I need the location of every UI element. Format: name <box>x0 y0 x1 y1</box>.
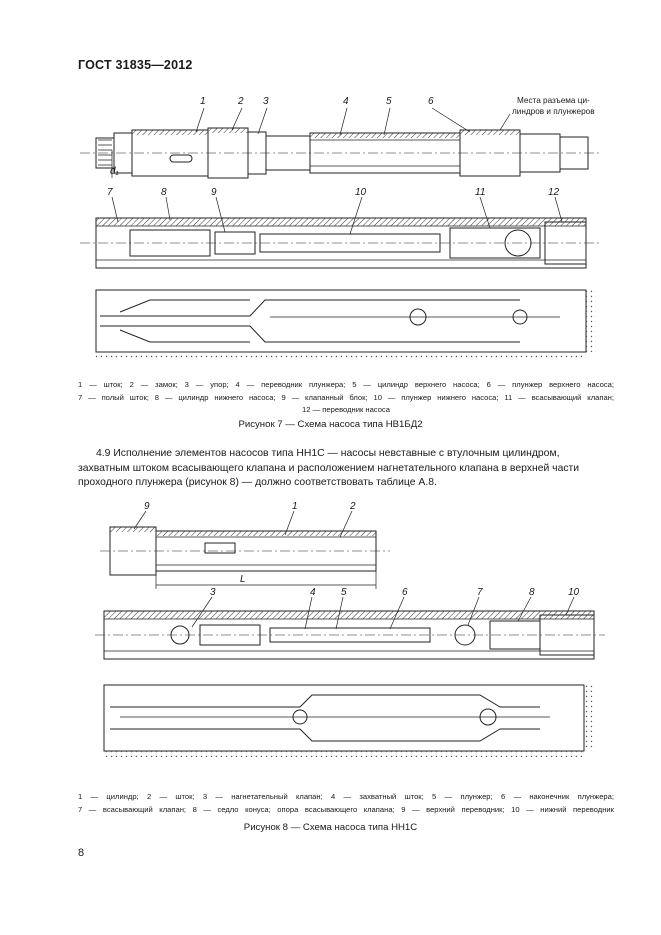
callout-7-1: 1 <box>200 96 206 107</box>
figure-7-legend-line: 12 — переводник насоса <box>302 405 390 414</box>
figure-7-legend <box>78 379 614 417</box>
callout-7-8: 8 <box>161 187 167 198</box>
callout-8-4: 4 <box>310 587 316 598</box>
callout-7-11: 11 <box>475 187 486 198</box>
figure-7-legend-line: 1 — шток; 2 — замок; 3 — упор; 4 — переводник плунжера; 5 — цилиндр верхнего насоса; 6 — плунжер верхнего насоса; <box>78 380 614 389</box>
callout-8-9: 9 <box>144 501 150 512</box>
figure-7-dim-label: d₁ <box>110 166 119 177</box>
figure-7-annotation-1: Места разъема ци- <box>517 96 590 105</box>
figure-8-drawing <box>0 495 661 790</box>
callout-8-2: 2 <box>350 501 356 512</box>
callout-7-9: 9 <box>211 187 217 198</box>
paragraph-line: 4.9 Исполнение элементов насосов типа НН1С — насосы невставные с втулочным цилиндром, <box>96 448 560 459</box>
callout-8-6: 6 <box>402 587 408 598</box>
document-header: ГОСТ 31835—2012 <box>78 58 193 72</box>
callout-8-10: 10 <box>568 587 580 598</box>
figure-7-caption: Рисунок 7 — Схема насоса типа НВ1БД2 <box>238 419 423 430</box>
callout-7-6: 6 <box>428 96 434 107</box>
callout-7-7: 7 <box>107 187 113 198</box>
page-number: 8 <box>78 847 85 859</box>
callout-8-8: 8 <box>529 587 535 598</box>
figure-8-legend-line: 7 — всасывающий клапан; 8 — седло конуса; опора всасывающего клапана; 9 — верхний переводник; 10 — нижний переводник <box>78 804 614 814</box>
figure-8-legend-line: 1 — цилиндр; 2 — шток; 3 — нагнетательный клапан; 4 — захватный шток; 5 — плунжер; 6 — наконечник плунжера; <box>78 792 614 801</box>
paragraph-line: захватным штоком всасывающего клапана и расположением нагнетательного клапана в верхней части <box>78 462 580 474</box>
figure-7-annotation-2: линдров и плунжеров <box>512 107 595 116</box>
section-4-9-paragraph <box>78 447 614 491</box>
callout-7-4: 4 <box>343 96 349 107</box>
paragraph-line: проходного плунжера (рисунок 8) — должно соответствовать таблице А.8. <box>78 477 437 488</box>
callout-8-7: 7 <box>477 587 483 598</box>
figure-8-caption: Рисунок 8 — Схема насоса типа НН1С <box>243 822 418 833</box>
figure-7-row-3 <box>96 290 586 352</box>
callout-8-3: 3 <box>210 587 216 598</box>
callout-7-3: 3 <box>263 96 269 107</box>
callout-8-5: 5 <box>341 587 347 598</box>
figure-7-legend-line: 7 — полый шток; 8 — цилиндр нижнего насоса; 9 — клапанный блок; 10 — плунжер нижнего насоса; 11 — всасывающий клапан; <box>78 392 614 402</box>
figure-8-dim-label: L <box>240 574 246 585</box>
callout-7-2: 2 <box>238 96 244 107</box>
figure-7-drawing <box>0 0 661 380</box>
figure-8-legend <box>78 791 614 816</box>
callout-8-1: 1 <box>292 501 298 512</box>
callout-7-5: 5 <box>386 96 392 107</box>
callout-7-12: 12 <box>548 187 560 198</box>
figure-8-row-3 <box>104 685 584 751</box>
callout-7-10: 10 <box>355 187 367 198</box>
